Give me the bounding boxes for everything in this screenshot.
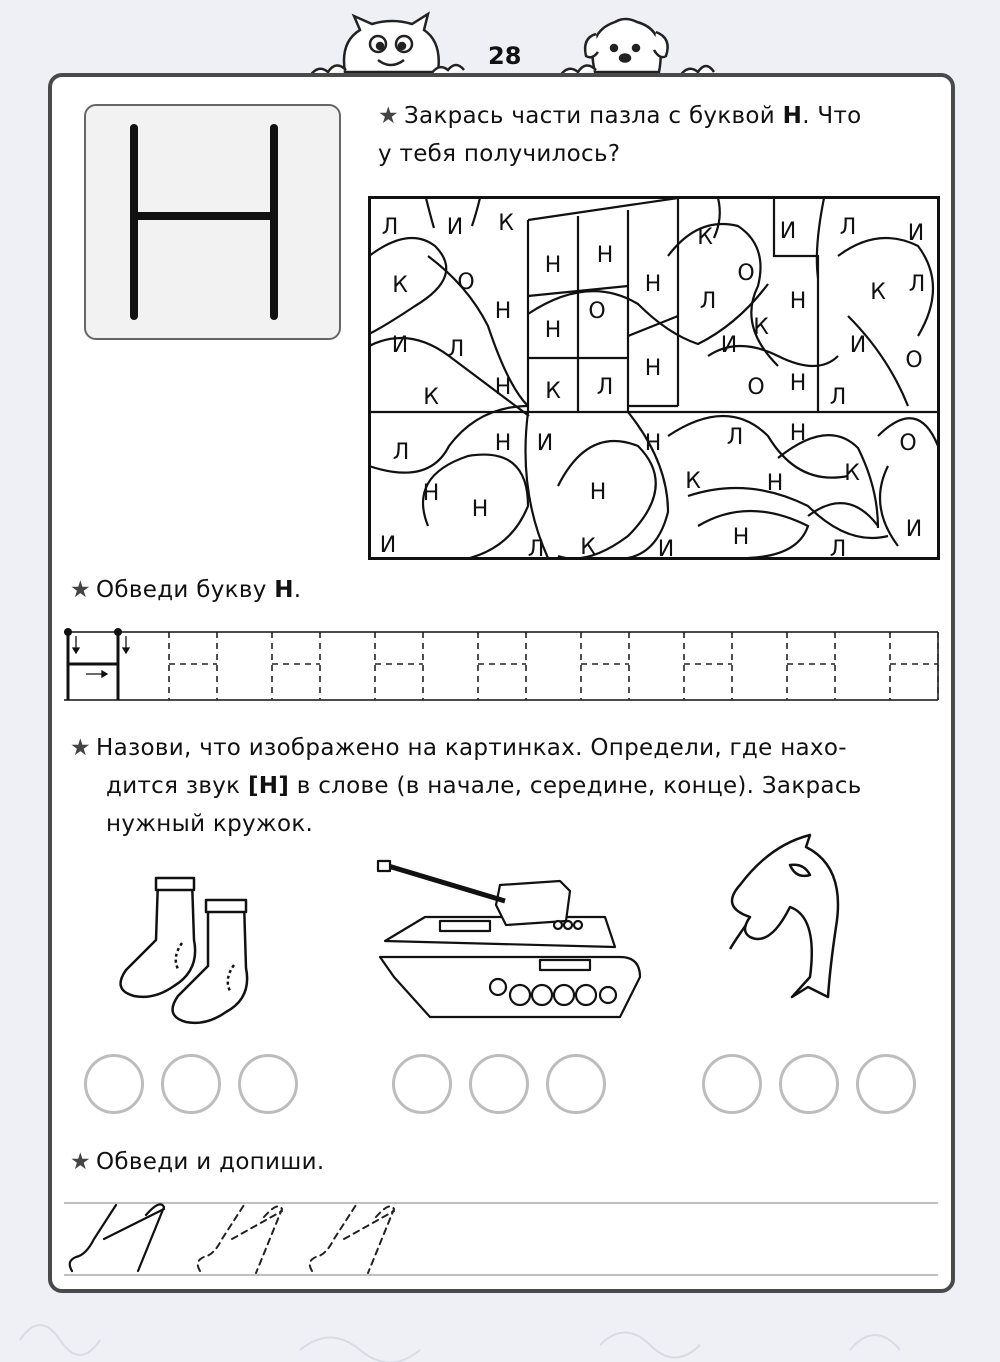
- puzzle-letter: Л: [596, 375, 614, 400]
- puzzle-letter: К: [870, 280, 886, 305]
- task4-label: Обведи и допиши.: [96, 1149, 325, 1175]
- puzzle-letter: Н: [544, 318, 562, 343]
- cursive-n-traced: [198, 1205, 394, 1273]
- puzzle-letter: И: [391, 333, 409, 358]
- puzzle-letter: Н: [644, 356, 662, 381]
- puzzle-letter: Л: [527, 537, 545, 560]
- page-number: 28: [488, 42, 522, 70]
- background-ornament: [0, 1300, 1000, 1362]
- puzzle-letter: К: [685, 469, 701, 494]
- letter-tracing-row[interactable]: [64, 628, 940, 708]
- puzzle-letter: И: [446, 215, 464, 240]
- puzzle-letter: Н: [789, 371, 807, 396]
- puzzle-letter: К: [392, 273, 408, 298]
- puzzle-letter: Л: [381, 215, 399, 240]
- puzzle-letter: Н: [789, 421, 807, 446]
- task2-text: [70, 571, 301, 609]
- puzzle-letter: И: [905, 517, 923, 542]
- puzzle-letter: Н: [789, 289, 807, 314]
- sound-position-circle[interactable]: [392, 1054, 452, 1114]
- puzzle-letter: Н: [596, 243, 614, 268]
- task3-line3: нужный кружок.: [106, 811, 314, 837]
- puzzle-letter: Н: [494, 299, 512, 324]
- puzzle-letter: Л: [726, 425, 744, 450]
- puzzle-letter: Л: [829, 385, 847, 410]
- letter-card: [84, 104, 341, 340]
- cat-icon: [310, 14, 464, 76]
- letter-n-icon: [86, 106, 339, 338]
- handwriting-copybook[interactable]: [64, 1195, 940, 1285]
- puzzle-letter: К: [697, 225, 713, 250]
- dashed-letter-n: [890, 632, 938, 700]
- puzzle-letter: Л: [908, 272, 926, 297]
- star-icon: ★: [70, 1149, 91, 1175]
- puzzle-letter: О: [747, 375, 765, 400]
- star-icon: ★: [70, 735, 91, 761]
- puzzle-letter: О: [737, 261, 755, 286]
- puzzle-letter: К: [753, 315, 769, 340]
- dashed-letter-n: [375, 632, 423, 700]
- task1-line1-prefix: Закрась части пазла с буквой: [404, 103, 783, 129]
- puzzle-letter: Л: [829, 537, 847, 560]
- dashed-letter-n: [169, 632, 217, 700]
- puzzle-letter: И: [720, 333, 738, 358]
- start-dot-icon: [114, 628, 122, 636]
- sound-position-circle[interactable]: [238, 1054, 298, 1114]
- task3-line1: Назови, что изображено на картинках. Определи, где нахо-: [96, 735, 847, 761]
- pictures-row: [60, 825, 940, 1025]
- task3-sound: [Н]: [247, 773, 290, 799]
- puzzle-letter: Н: [644, 431, 662, 456]
- puzzle-letter: И: [379, 533, 397, 558]
- sound-position-circle[interactable]: [779, 1054, 839, 1114]
- puzzle-letter: Н: [494, 375, 512, 400]
- task1-letter: Н: [782, 103, 803, 129]
- sound-position-circle[interactable]: [546, 1054, 606, 1114]
- star-icon: ★: [378, 103, 399, 129]
- direction-arrows-icon: [73, 636, 129, 677]
- puzzle-letter: Л: [447, 337, 465, 362]
- puzzle-letter: И: [536, 431, 554, 456]
- task3-line2-suffix: в слове (в начале, середине, конце). Закрась: [289, 773, 862, 799]
- puzzle-letter: И: [779, 219, 797, 244]
- puzzle-letter: О: [905, 348, 923, 373]
- coloring-puzzle[interactable]: [368, 196, 940, 564]
- puzzle-letter: И: [657, 537, 675, 560]
- task1-line1-suffix: . Что: [802, 103, 862, 129]
- puzzle-letter: Н: [544, 253, 562, 278]
- puzzle-letter: О: [588, 299, 606, 324]
- cursive-n-model: [70, 1204, 164, 1271]
- puzzle-letter: Н: [766, 471, 784, 496]
- dog-icon: [560, 19, 714, 76]
- dashed-letter-n: [787, 632, 835, 700]
- sound-position-circle[interactable]: [702, 1054, 762, 1114]
- task1-text: [378, 97, 862, 173]
- sound-position-circle[interactable]: [469, 1054, 529, 1114]
- puzzle-letter: Л: [699, 289, 717, 314]
- task2-prefix: Обведи букву: [96, 577, 275, 603]
- puzzle-letter: Н: [732, 525, 750, 550]
- puzzle-letter: О: [899, 431, 917, 456]
- puzzle-letter: Н: [644, 272, 662, 297]
- puzzle-letter: К: [498, 211, 514, 236]
- sound-position-circle[interactable]: [856, 1054, 916, 1114]
- puzzle-letter: К: [844, 461, 860, 486]
- start-dot-icon: [64, 628, 72, 636]
- puzzle-letter: О: [457, 270, 475, 295]
- puzzle-letter: Н: [589, 480, 607, 505]
- dashed-letter-n: [478, 632, 526, 700]
- sound-position-circle[interactable]: [84, 1054, 144, 1114]
- dashed-letter-n: [581, 632, 629, 700]
- star-icon: ★: [70, 577, 91, 603]
- puzzle-letter: И: [907, 221, 925, 246]
- tank-icon: [378, 861, 640, 1017]
- socks-icon: [121, 878, 248, 1023]
- puzzle-letter: Л: [392, 440, 410, 465]
- task4-text: [70, 1143, 324, 1181]
- dashed-letter-n: [684, 632, 732, 700]
- puzzle-letter: Н: [471, 497, 489, 522]
- task1-line2: у тебя получилось?: [378, 141, 621, 167]
- puzzle-letter: Л: [839, 215, 857, 240]
- puzzle-letter: Н: [494, 431, 512, 456]
- puzzle-letter: Н: [422, 481, 440, 506]
- puzzle-letter: К: [580, 535, 596, 560]
- dolphin-icon: [730, 835, 838, 997]
- sound-position-circle[interactable]: [161, 1054, 221, 1114]
- dashed-letter-n: [272, 632, 320, 700]
- puzzle-letter: И: [849, 333, 867, 358]
- task2-letter: Н: [274, 577, 294, 603]
- task3-line2-prefix: дится звук: [106, 773, 248, 799]
- puzzle-letter: К: [423, 385, 439, 410]
- task2-suffix: .: [293, 577, 302, 603]
- puzzle-letter: К: [545, 379, 561, 404]
